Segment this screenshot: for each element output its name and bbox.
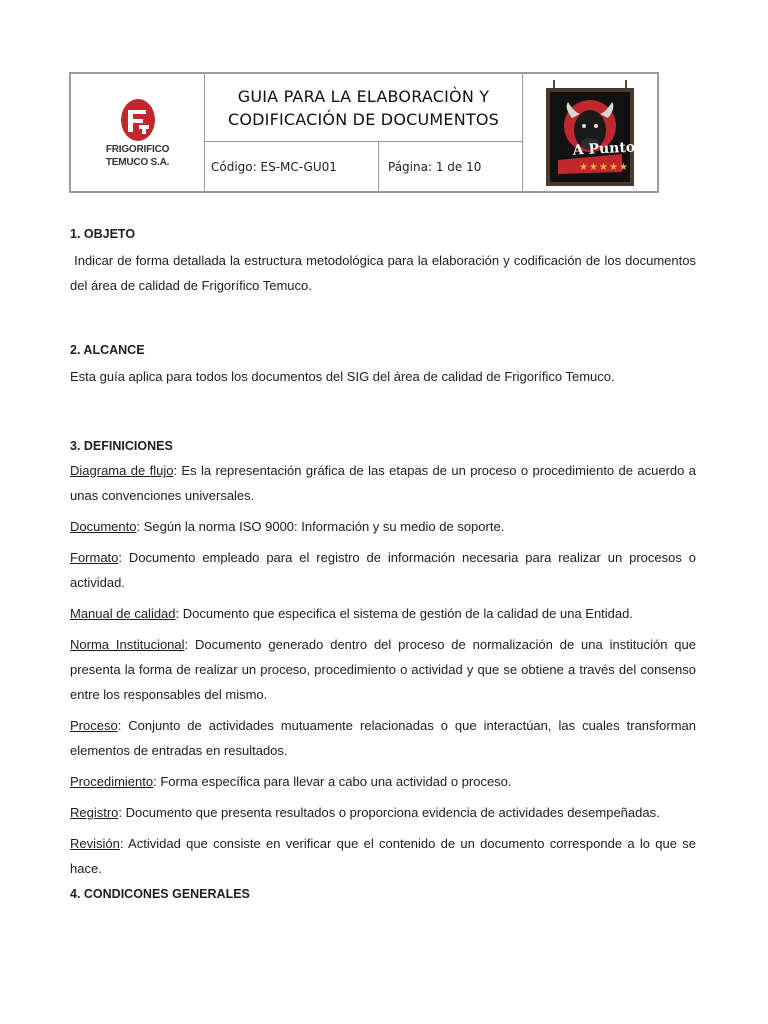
title-line-2: CODIFICACIÓN DE DOCUMENTOS xyxy=(227,109,500,129)
document-title xyxy=(228,85,499,131)
definition-term: Procedimiento xyxy=(70,774,154,789)
definition-text: : Según la norma ISO 9000: Información y su medio de soporte. xyxy=(136,519,505,534)
definition-term: Documento xyxy=(70,519,137,534)
definition-term: Registro xyxy=(70,805,119,820)
definition-text: : Actividad que consiste en verificar que el contenido de un documento corresponde a lo que se hace. xyxy=(70,836,696,876)
definition-item xyxy=(70,458,696,508)
definition-term: Formato xyxy=(70,550,119,565)
definitions-list xyxy=(70,458,696,881)
document-header-table xyxy=(69,72,659,193)
definition-text: : Documento generado dentro del proceso de normalización de una institución que presenta la forma de realizar un proceso, procedimiento o actividad y que se obtiene a través del consenso entre los responsables del mismo. xyxy=(70,637,696,702)
document-body xyxy=(70,227,700,901)
section-title-definiciones: 3. DEFINICIONES xyxy=(70,439,173,453)
definition-text: : Forma específica para llevar a cabo una actividad o proceso. xyxy=(153,774,512,789)
a-punto-badge xyxy=(523,74,657,191)
definition-text: : Conjunto de actividades mutuamente relacionadas o que interactúan, las cuales transforman elementos de entradas en resultados. xyxy=(70,718,696,758)
alcance-text: Esta guía aplica para todos los documentos del SIG del área de calidad de Frigorífico Temuco. xyxy=(70,369,615,384)
company-logo xyxy=(71,74,205,191)
definition-text: : Es la representación gráfica de las etapas de un proceso o procedimiento de acuerdo a unas convenciones universales. xyxy=(70,463,696,503)
definition-term: Norma Institucional xyxy=(70,637,185,652)
definition-item xyxy=(70,769,696,794)
logo-text-line2: TEMUCO S.A. xyxy=(105,156,170,168)
definition-item xyxy=(70,601,696,626)
title-line-1: GUIA PARA LA ELABORACIÒN Y xyxy=(237,86,490,106)
frigorifico-monogram-icon xyxy=(119,98,157,142)
definition-item xyxy=(70,545,696,595)
document-title-cell xyxy=(205,74,523,142)
definition-item xyxy=(70,831,696,881)
definition-term: Proceso xyxy=(70,718,118,733)
definition-item xyxy=(70,514,696,539)
document-code: Código: ES-MC-GU01 xyxy=(205,142,379,191)
section-title-objeto: 1. OBJETO xyxy=(70,227,136,241)
definition-item xyxy=(70,713,696,763)
definition-text: : Documento empleado para el registro de información necesaria para realizar un procesos o actividad. xyxy=(70,550,696,590)
a-punto-badge-text: A Punto xyxy=(572,139,636,159)
definition-text: : Documento que presenta resultados o proporciona evidencia de actividades desempeñadas. xyxy=(118,805,660,820)
logo-text-line1: FRIGORIFICO xyxy=(105,143,170,155)
definition-term: Manual de calidad xyxy=(70,606,176,621)
definition-text: : Documento que especifica el sistema de gestión de la calidad de una Entidad. xyxy=(175,606,633,621)
definition-term: Diagrama de flujo xyxy=(70,463,174,478)
a-punto-stars: ★★★★★ xyxy=(579,162,629,173)
section-title-condiciones: 4. CONDICONES GENERALES xyxy=(70,887,250,901)
section-title-alcance: 2. ALCANCE xyxy=(70,343,145,357)
definition-item xyxy=(70,632,696,707)
definition-item xyxy=(70,800,696,825)
definition-term: Revisión xyxy=(70,836,120,851)
objeto-text: Indicar de forma detallada la estructura metodológica para la elaboración y codificación de los documentos del área de calidad de Frigorífico Temuco. xyxy=(70,253,700,293)
page-number: Página: 1 de 10 xyxy=(379,142,523,191)
